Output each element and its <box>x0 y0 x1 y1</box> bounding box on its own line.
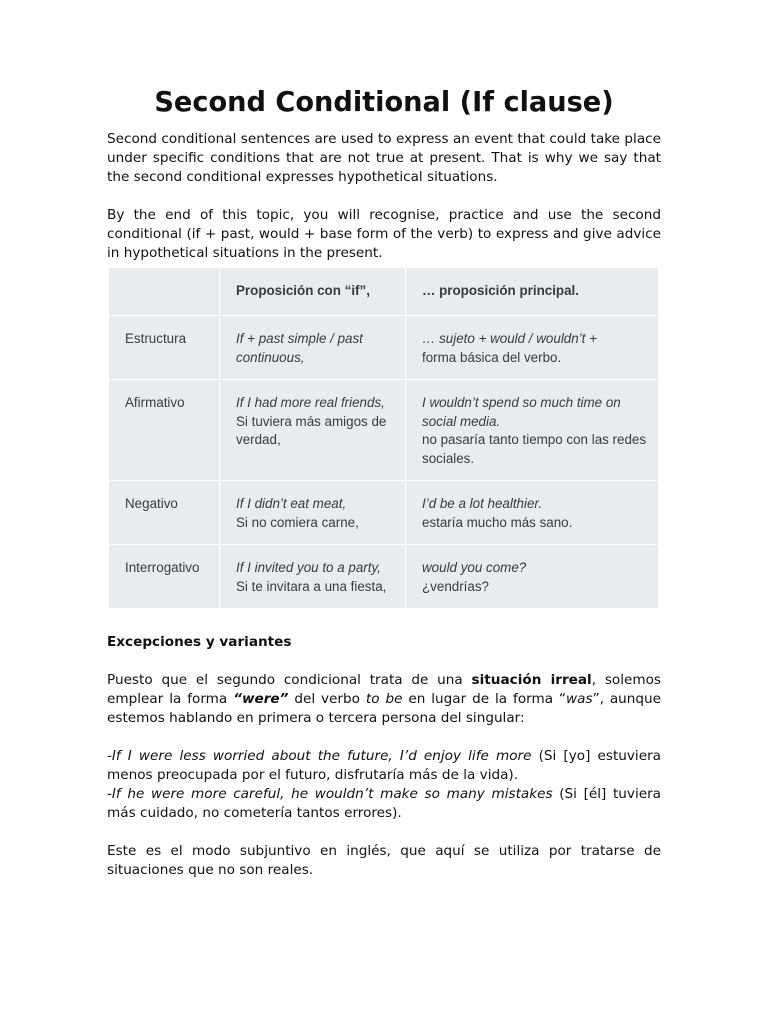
text-run: , solemos emplear la forma <box>107 672 661 707</box>
if-clause-cell <box>220 545 406 609</box>
example-1 <box>107 747 661 785</box>
text-run: del verbo <box>288 691 366 707</box>
table-header-cell <box>109 268 220 316</box>
intro-paragraph-2: By the end of this topic, you will recognise, practice and use the second conditional (if + past, would + base form of the verb) to express and give advice in hypothetical situations in the present. <box>107 207 661 261</box>
table-row <box>109 380 659 481</box>
intro-paragraph-1: Second conditional sentences are used to express an event that could take place under specific conditions that are not true at present. That is why we say that the second conditional expresses hypothetical situations. <box>107 131 661 185</box>
table-row <box>109 316 659 380</box>
emphasis-to-be: to be <box>365 691 403 707</box>
if-clause-es: Si no comiera carne, <box>236 514 359 530</box>
example-2-english: -If he were more careful, he wouldn’t make so many mistakes <box>107 786 553 802</box>
example-1-english: -If I were less worried about the future, I’d enjoy life more <box>107 748 532 764</box>
if-clause-cell <box>220 481 406 545</box>
if-clause-en: If I invited you to a party, <box>236 560 381 575</box>
document-page <box>107 87 662 880</box>
emphasis-irreal: situación irreal <box>471 672 592 688</box>
row-label: Estructura <box>109 316 220 380</box>
text-run: Puesto que el segundo condicional trata de una <box>107 672 472 688</box>
emphasis-were: “were” <box>233 691 289 707</box>
exceptions-paragraph <box>107 671 661 728</box>
main-clause-cell <box>406 380 659 481</box>
example-2-spanish: (Si [él] tuviera más cuidado, no cometería tantos errores). <box>107 786 662 821</box>
main-clause-en: … sujeto + would / wouldn’t + <box>422 331 597 346</box>
if-clause-cell <box>220 380 406 481</box>
main-clause-cell <box>406 545 659 609</box>
grammar-table <box>108 267 659 609</box>
section-heading: Excepciones y variantes <box>107 634 292 650</box>
example-2 <box>107 785 661 823</box>
table-header-row <box>109 268 659 316</box>
example-1-spanish: (Si [yo] estuviera menos preocupada por el futuro, disfrutaría más de la vida). <box>107 748 661 783</box>
main-clause-es: ¿vendrías? <box>422 578 489 594</box>
main-clause-es: estaría mucho más sano. <box>422 514 573 530</box>
main-clause-en: I wouldn’t spend so much time on social media. <box>422 395 621 429</box>
table-row <box>109 545 659 609</box>
table-header-cell: … proposición principal. <box>406 268 659 316</box>
main-clause-en: I’d be a lot healthier. <box>422 496 543 511</box>
if-clause-es: Si te invitara a una fiesta, <box>236 578 387 594</box>
if-clause-en: If I had more real friends, <box>236 395 385 410</box>
row-label: Negativo <box>109 481 220 545</box>
text-run: en lugar de la forma “ <box>402 691 567 707</box>
if-clause-cell: If + past simple / past continuous, <box>220 316 406 380</box>
table-row <box>109 481 659 545</box>
main-clause-en: would you come? <box>422 560 527 575</box>
row-label: Afirmativo <box>109 380 220 481</box>
emphasis-was: was <box>566 691 593 707</box>
table-header-cell: Proposición con “if”, <box>220 268 406 316</box>
if-clause-en: If I didn’t eat meat, <box>236 496 347 511</box>
if-clause-es: Si tuviera más amigos de verdad, <box>236 413 387 447</box>
text-run: ”, aunque estemos hablando en primera o tercera persona del singular: <box>107 691 662 726</box>
page-title: Second Conditional (If clause) <box>154 87 614 118</box>
row-label: Interrogativo <box>109 545 220 609</box>
main-clause-es: forma básica del verbo. <box>422 349 562 365</box>
closing-paragraph: Este es el modo subjuntivo en inglés, que aquí se utiliza por tratarse de situaciones que no son reales. <box>107 843 661 878</box>
main-clause-cell <box>406 481 659 545</box>
main-clause-cell <box>406 316 659 380</box>
main-clause-es: no pasaría tanto tiempo con las redes sociales. <box>422 432 647 466</box>
